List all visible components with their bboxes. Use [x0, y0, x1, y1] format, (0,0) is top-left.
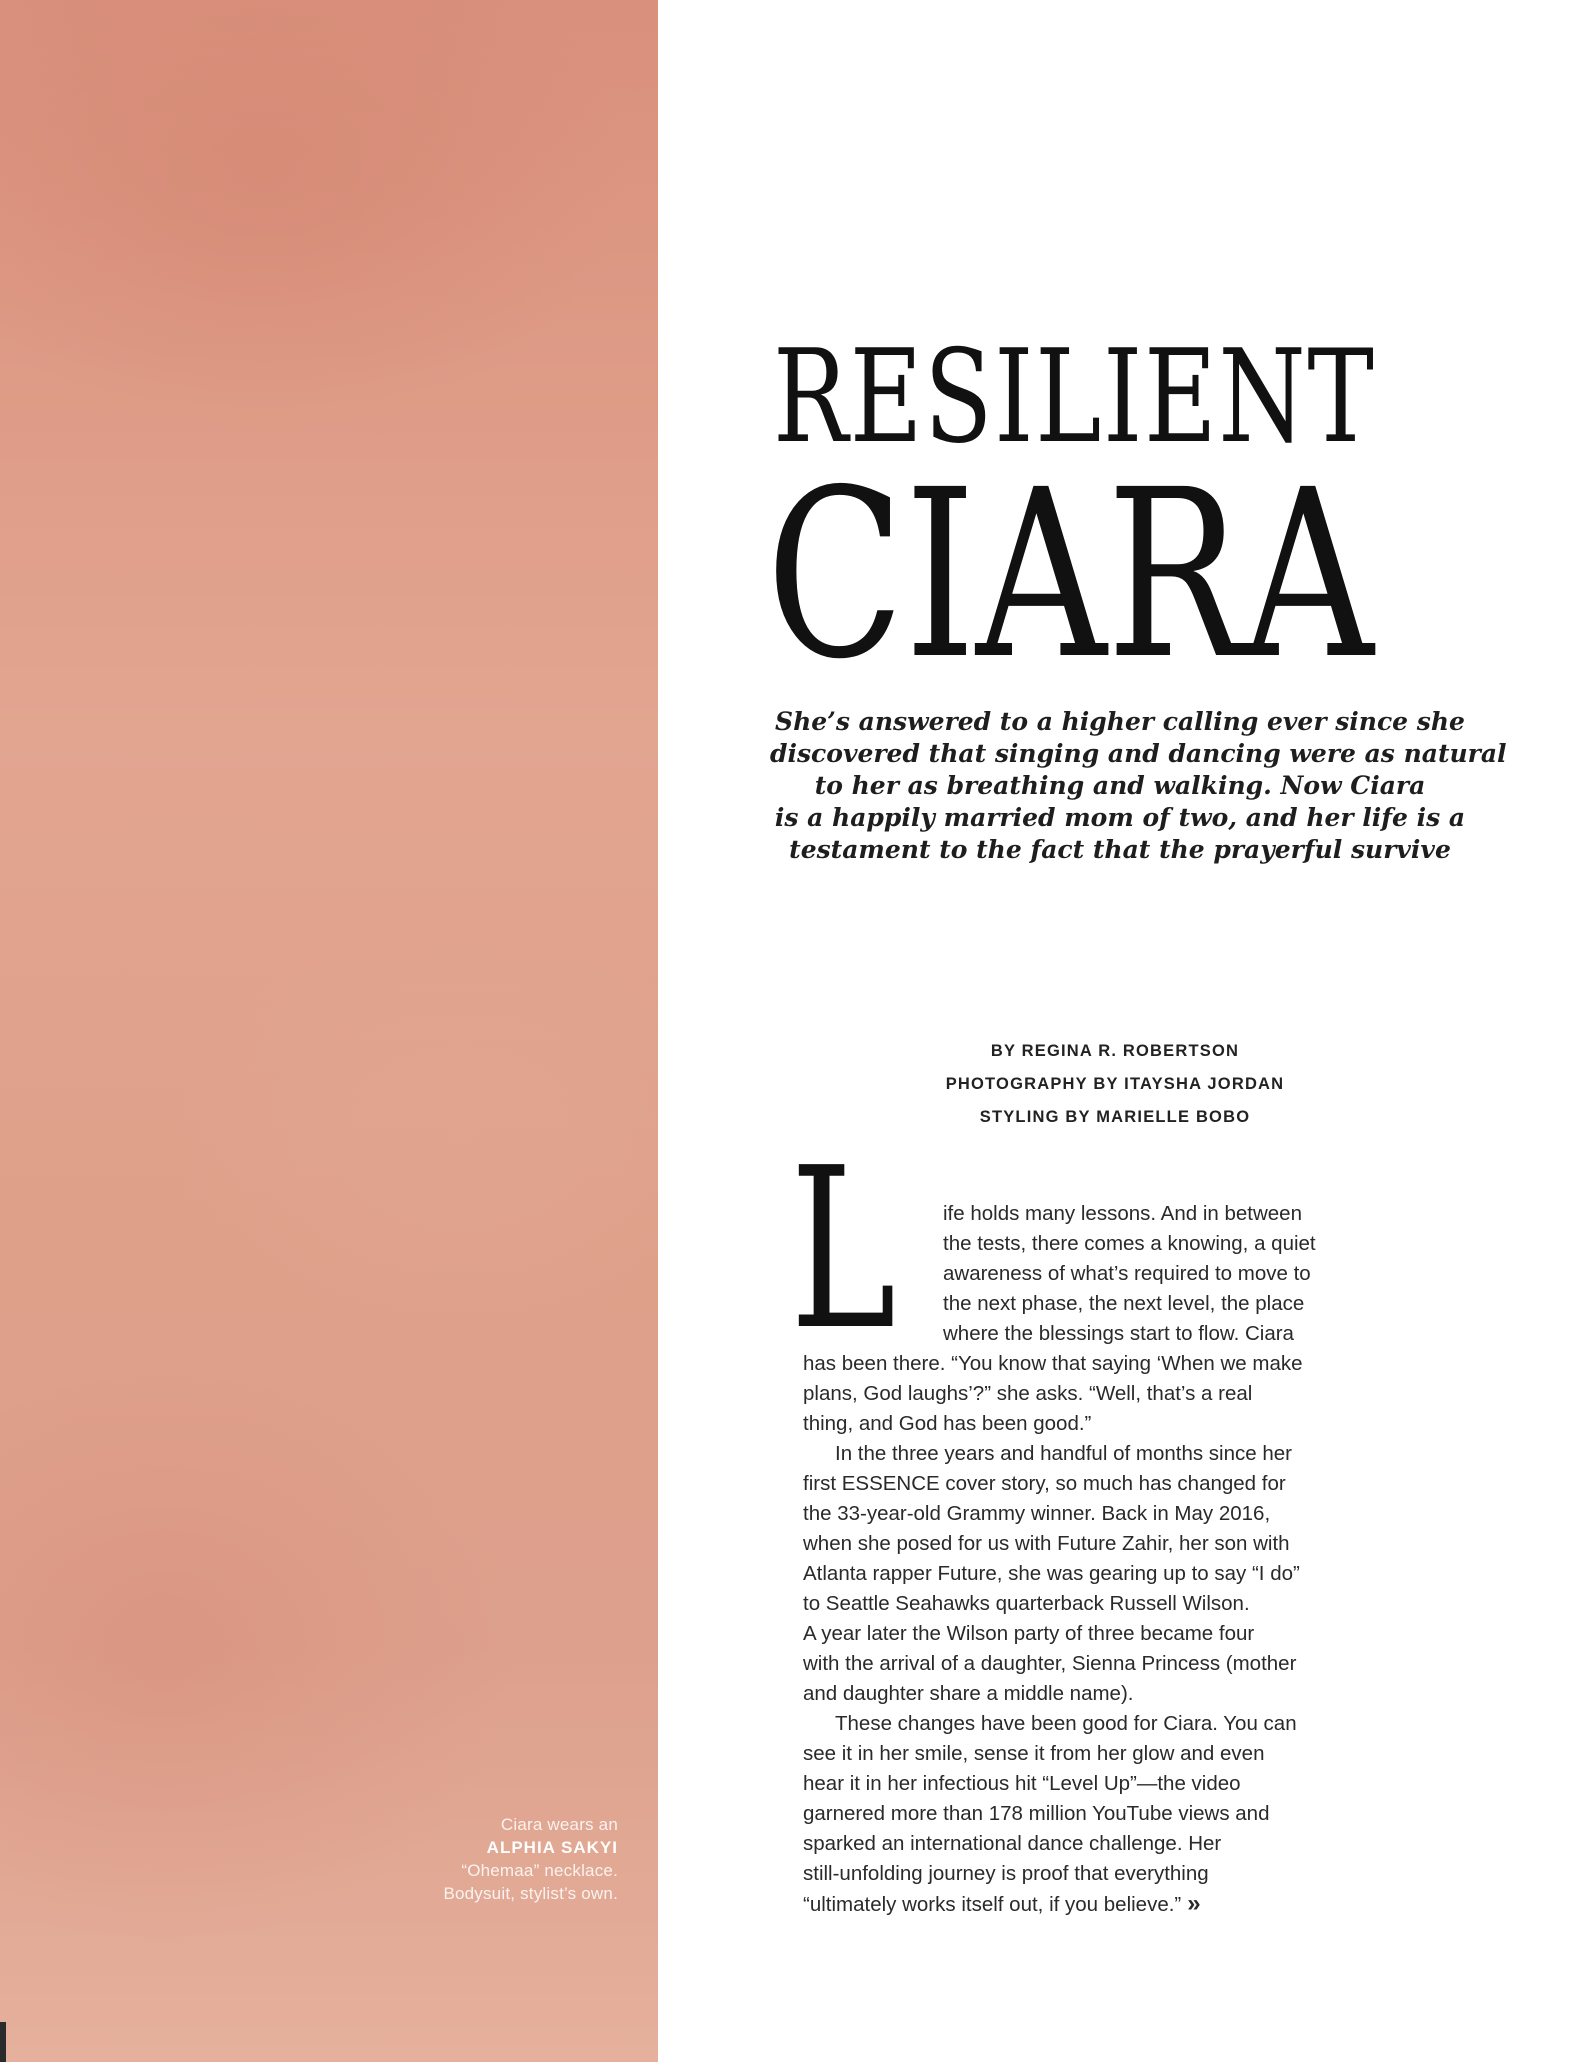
drop-cap: L: [790, 1121, 897, 1379]
caption-line: Bodysuit, stylist’s own.: [443, 1884, 618, 1903]
photo-corner-mark: [0, 2022, 6, 2062]
styling-credit: STYLING BY MARIELLE BOBO: [979, 1108, 1251, 1126]
caption-line: Ciara wears an: [500, 1815, 618, 1834]
photo-caption: [358, 1813, 618, 1905]
body-line: has been there. “You know that saying ‘When we make: [803, 1352, 1303, 1375]
body-line: see it in her smile, sense it from her glow and even: [803, 1742, 1265, 1765]
deck-line: She’s answered to a higher calling ever since she: [775, 707, 1465, 736]
body-line: to Seattle Seahawks quarterback Russell Wilson.: [803, 1592, 1250, 1615]
body-line: the tests, there comes a knowing, a quiet: [943, 1232, 1316, 1255]
body-line: where the blessings start to flow. Ciara: [943, 1322, 1294, 1345]
article-body: [803, 1199, 1403, 1919]
body-line: A year later the Wilson party of three became four: [803, 1622, 1255, 1645]
body-line: sparked an international dance challenge. Her: [803, 1832, 1222, 1855]
headline-resilient: RESILIENT: [773, 323, 1376, 472]
body-line: In the three years and handful of months since her: [835, 1442, 1292, 1465]
body-line: when she posed for us with Future Zahir, her son with: [803, 1532, 1290, 1555]
byline: BY REGINA R. ROBERTSON: [990, 1042, 1240, 1060]
photo-credit: PHOTOGRAPHY BY ITAYSHA JORDAN: [945, 1075, 1285, 1093]
body-line: garnered more than 178 million YouTube views and: [803, 1802, 1270, 1825]
deck-line: discovered that singing and dancing were as natural: [770, 739, 1507, 768]
body-line: still-unfolding journey is proof that everything: [803, 1862, 1209, 1885]
body-line: ife holds many lessons. And in between: [943, 1202, 1302, 1225]
body-line: thing, and God has been good.”: [803, 1412, 1092, 1435]
body-line: first ESSENCE cover story, so much has changed for: [803, 1472, 1286, 1495]
body-line: the 33-year-old Grammy winner. Back in May 2016,: [803, 1502, 1271, 1525]
end-mark-icon: »: [1187, 1890, 1201, 1917]
article-credits: [880, 1035, 1350, 1134]
headline-ciara: CIARA: [766, 440, 1374, 710]
body-line: and daughter share a middle name).: [803, 1682, 1134, 1705]
deck-line: to her as breathing and walking. Now Ciara: [814, 771, 1426, 800]
body-line: These changes have been good for Ciara. You can: [835, 1712, 1297, 1735]
body-line: awareness of what’s required to move to: [943, 1262, 1311, 1285]
deck-line: testament to the fact that the prayerful survive: [789, 835, 1451, 864]
body-line: hear it in her infectious hit “Level Up”—the video: [803, 1772, 1241, 1795]
caption-brand: ALPHIA SAKYI: [486, 1838, 618, 1857]
caption-line: “Ohemaa” necklace.: [461, 1861, 618, 1880]
body-line-text: “ultimately works itself out, if you believe.”: [803, 1893, 1182, 1916]
body-line: plans, God laughs’?” she asks. “Well, that’s a real: [803, 1382, 1253, 1405]
body-line-last: [803, 1889, 1403, 1919]
body-line: with the arrival of a daughter, Sienna Princess (mother: [803, 1652, 1297, 1675]
body-line: Atlanta rapper Future, she was gearing up to say “I do”: [803, 1562, 1300, 1585]
article-deck: [770, 706, 1507, 866]
cover-photo: [0, 0, 658, 2062]
body-line: the next phase, the next level, the place: [943, 1292, 1305, 1315]
deck-line: is a happily married mom of two, and her life is a: [774, 803, 1466, 832]
